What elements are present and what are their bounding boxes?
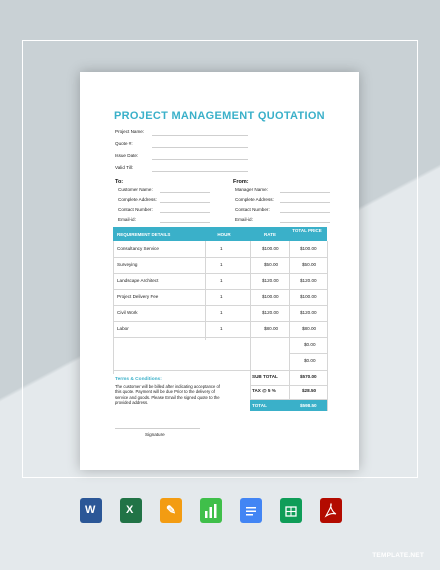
row-divider: [113, 273, 327, 274]
table-row-total: $100.00: [300, 246, 317, 251]
table-row-detail: Surveying: [117, 262, 138, 267]
table-row-rate: $50.00: [264, 262, 279, 267]
table-row-hour: 1: [220, 262, 223, 267]
row-divider: [113, 337, 327, 338]
tax-label: TAX @ 5 %: [252, 388, 276, 393]
terms-heading: Terms & Conditions:: [115, 377, 162, 382]
table-row-total: $120.00: [300, 310, 317, 315]
app-icons-row: [80, 498, 360, 524]
signature-label: Signature: [145, 432, 165, 437]
table-row-rate: $120.00: [262, 310, 279, 315]
table-row-total: $120.00: [300, 278, 317, 283]
table-row-hour: 1: [220, 246, 223, 251]
table-row-total: $50.00: [302, 262, 317, 267]
issue-date-line: [152, 159, 248, 160]
table-row-hour: 1: [220, 310, 223, 315]
issue-date-label: Issue Date:: [115, 153, 139, 158]
from-label: From:: [233, 179, 249, 185]
header-requirement: REQUIREMENT DETAILS: [117, 232, 171, 237]
row-divider: [113, 289, 327, 290]
valid-till-label: Valid Till:: [115, 165, 134, 170]
table-border: [327, 241, 328, 411]
row-divider: [113, 370, 327, 371]
header-rate: RATE: [264, 232, 276, 237]
sheets-grid-icon: [280, 498, 302, 523]
google-sheets-icon: [280, 498, 302, 523]
subtotal-label: SUB TOTAL: [252, 374, 278, 379]
row-divider: [113, 305, 327, 306]
project-name-line: [152, 135, 248, 136]
from-field-line: [280, 202, 330, 203]
from-email: Email-id:: [235, 217, 253, 222]
table-row-hour: 1: [220, 278, 223, 283]
to-field-line: [160, 202, 210, 203]
header-hour: HOUR: [217, 232, 231, 237]
word-icon: W: [80, 498, 102, 523]
empty-row-total: $0.00: [304, 342, 316, 347]
table-border: [113, 241, 114, 374]
valid-till-line: [152, 171, 248, 172]
table-row-rate: $120.00: [262, 278, 279, 283]
tax-value: $28.50: [302, 388, 317, 393]
table-row-hour: 1: [220, 326, 223, 331]
row-divider: [289, 353, 327, 354]
quotation-document: [80, 72, 359, 470]
pages-icon: ✎: [160, 498, 182, 523]
row-divider: [113, 321, 327, 322]
to-label: To:: [115, 179, 124, 185]
subtotal-value: $570.00: [300, 374, 317, 379]
header-total-price: TOTAL PRICE: [292, 228, 322, 233]
brand-watermark: TEMPLATE.NET: [372, 552, 424, 559]
to-email: Email-id:: [118, 217, 136, 222]
project-name-label: Project Name:: [115, 129, 145, 134]
table-row-detail: Consultancy Service: [117, 246, 159, 251]
from-address: Complete Address:: [235, 197, 274, 202]
table-row-detail: Labor: [117, 326, 129, 331]
numbers-bars-icon: [200, 498, 222, 523]
docs-lines-icon: [240, 498, 262, 523]
signature-line: [115, 428, 200, 429]
document-title: PROJECT MANAGEMENT QUOTATION: [114, 110, 325, 122]
to-field-line: [160, 212, 210, 213]
google-docs-icon: [240, 498, 262, 523]
excel-icon: X: [120, 498, 142, 523]
to-address: Complete Address:: [118, 197, 157, 202]
pdf-icon: [320, 498, 342, 523]
numbers-icon: [200, 498, 222, 523]
table-divider: [205, 241, 206, 340]
quote-number-label: Quote #:: [115, 141, 133, 146]
from-field-line: [280, 222, 330, 223]
table-row-rate: $80.00: [264, 326, 279, 331]
to-field-line: [160, 192, 210, 193]
acrobat-icon: [320, 498, 342, 523]
table-row-detail: Project Delivery Fee: [117, 294, 159, 299]
table-row-rate: $100.00: [262, 294, 279, 299]
to-customer-name: Customer Name:: [118, 187, 153, 192]
from-field-line: [280, 212, 330, 213]
to-field-line: [160, 222, 210, 223]
table-row-detail: Civil Work: [117, 310, 138, 315]
from-contact: Contact Number:: [235, 207, 270, 212]
row-divider: [250, 385, 327, 386]
table-row-hour: 1: [220, 294, 223, 299]
to-contact: Contact Number:: [118, 207, 153, 212]
empty-row-total: $0.00: [304, 358, 316, 363]
from-manager-name: Manager Name:: [235, 187, 268, 192]
quote-number-line: [152, 147, 248, 148]
table-row-total: $80.00: [302, 326, 317, 331]
table-row-rate: $100.00: [262, 246, 279, 251]
row-divider: [113, 257, 327, 258]
total-label: TOTAL: [252, 403, 267, 408]
total-value: $598.50: [300, 403, 317, 408]
table-row-detail: Landscape Architect: [117, 278, 159, 283]
from-field-line: [280, 192, 330, 193]
table-row-total: $100.00: [300, 294, 317, 299]
terms-text: The customer will be billed after indicating acceptance of this quote. Payment will be due Prior to the delivery of service and goods. Please Email the signed quote to the provided address.: [115, 384, 220, 406]
